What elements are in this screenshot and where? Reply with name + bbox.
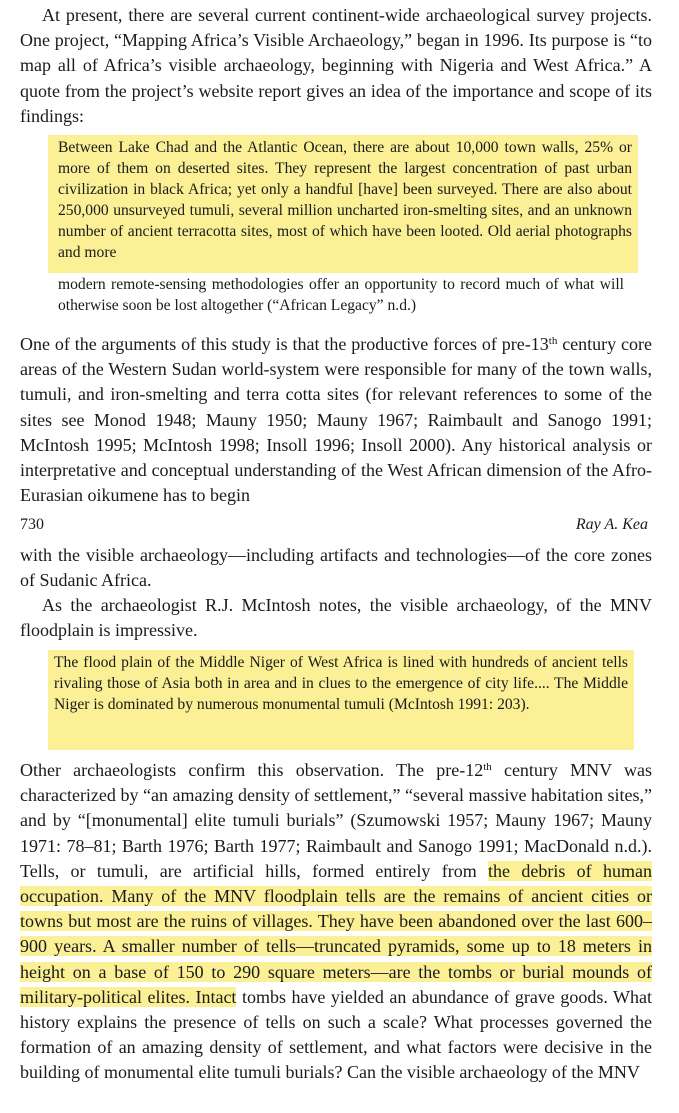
running-author: Ray A. Kea <box>575 516 648 533</box>
p5-text-c: tombs have yielded an abundance of grave goods. What history explains the presence of tells on such a scale? What processes governed the formation of an amazing density of settlement, and what factors were decisive in the building of monumental elite tumuli burials? Can the visible archaeology of the MNV <box>20 986 652 1083</box>
p5-superscript: th <box>483 761 492 773</box>
page-number: 730 <box>20 516 44 533</box>
p4-text: As the archaeologist R.J. McIntosh notes, the visible archaeology, of the MNV floodplain is impressive. <box>20 595 652 641</box>
blockquote-african-legacy-rest <box>58 274 624 316</box>
blockquote-middle-niger <box>48 650 634 750</box>
p2-text-a: One of the arguments of this study is that the productive forces of pre-13 <box>20 334 549 354</box>
blockquote-african-legacy-rest-text: modern remote-sensing methodologies offer an opportunity to record much of what will otherwise soon be lost altogether (“African Legacy” n.d.) <box>58 276 624 314</box>
paragraph-productive-forces <box>20 332 652 508</box>
p5-text-a: Other archaeologists confirm this observation. The pre-12 <box>20 760 484 780</box>
blockquote-african-legacy-highlighted-text: Between Lake Chad and the Atlantic Ocean, there are about 10,000 town walls, 25% or more of them on deserted sites. They represent the largest concentration of past urban civilization in black Africa; yet only a handful [have] been surveyed. There are also about 250,000 unsurveyed tumuli, several million uncharted iron-smelting sites, and an unknown number of ancient terracotta sites, most of which have been looted. Old aerial photographs and more <box>58 139 632 261</box>
paragraph-survey-projects-text: At present, there are several current continent-wide archaeological survey projects. One project, “Mapping Africa’s Visible Archaeology,” began in 1996. Its purpose is “to map all of Africa’s visible archaeology, beginning with Nigeria and West Africa.” A quote from the project’s website report gives an idea of the importance and scope of its findings: <box>20 5 652 126</box>
paragraph-mcintosh-notes <box>20 593 652 643</box>
p5-highlighted-text: the debris of human occupation. Many of the MNV floodplain tells are the remains of ancient cities or towns but most are the ruins of villages. They have been abandoned over the last 600–900 years. A smaller number of tells—truncated pyramids, some up to 18 meters in height on a base of 150 to 290 square meters—are the tombs or burial mounds of military-political elites. Intact <box>20 860 652 1007</box>
p3-text: with the visible archaeology—including artifacts and technologies—of the core zones of Sudanic Africa. <box>20 545 652 591</box>
paragraph-survey-projects <box>20 3 652 129</box>
paragraph-visible-archaeology <box>20 543 652 593</box>
paragraph-other-archaeologists <box>20 758 652 1086</box>
p2-text-b: century core areas of the Western Sudan world-system were responsible for many of the town walls, tumuli, and iron-smelting and terra cotta sites (for relevant references to some of the sites see Monod 1948; Mauny 1950; Mauny 1967; Raimbault and Sanogo 1991; McIntosh 1995; McIntosh 1998; Insoll 1996; Insoll 2000). Any historical analysis or interpretative and conceptual understanding of the West African dimension of the Afro-Eurasian oikumene has to begin <box>20 334 652 506</box>
blockquote-african-legacy-highlight <box>48 135 638 273</box>
p5-text-b: century MNV was characterized by “an amazing density of settlement,” “several massive habitation sites,” and by “[monumental] elite tumuli burials” (Szumowski 1957; Mauny 1967; Mauny 1971: 78–81; Barth 1976; Barth 1977; Raimbault and Sanogo 1991; MacDonald n.d.). Tells, or tumuli, are artificial hills, formed entirely from <box>20 760 652 881</box>
p2-superscript: th <box>548 335 558 347</box>
blockquote-middle-niger-text: The flood plain of the Middle Niger of West Africa is lined with hundreds of ancient tells rivaling those of Asia both in area and in clues to the emergence of city life.... The Middle Niger is dominated by numerous monumental tumuli (McIntosh 1991: 203). <box>54 654 628 713</box>
